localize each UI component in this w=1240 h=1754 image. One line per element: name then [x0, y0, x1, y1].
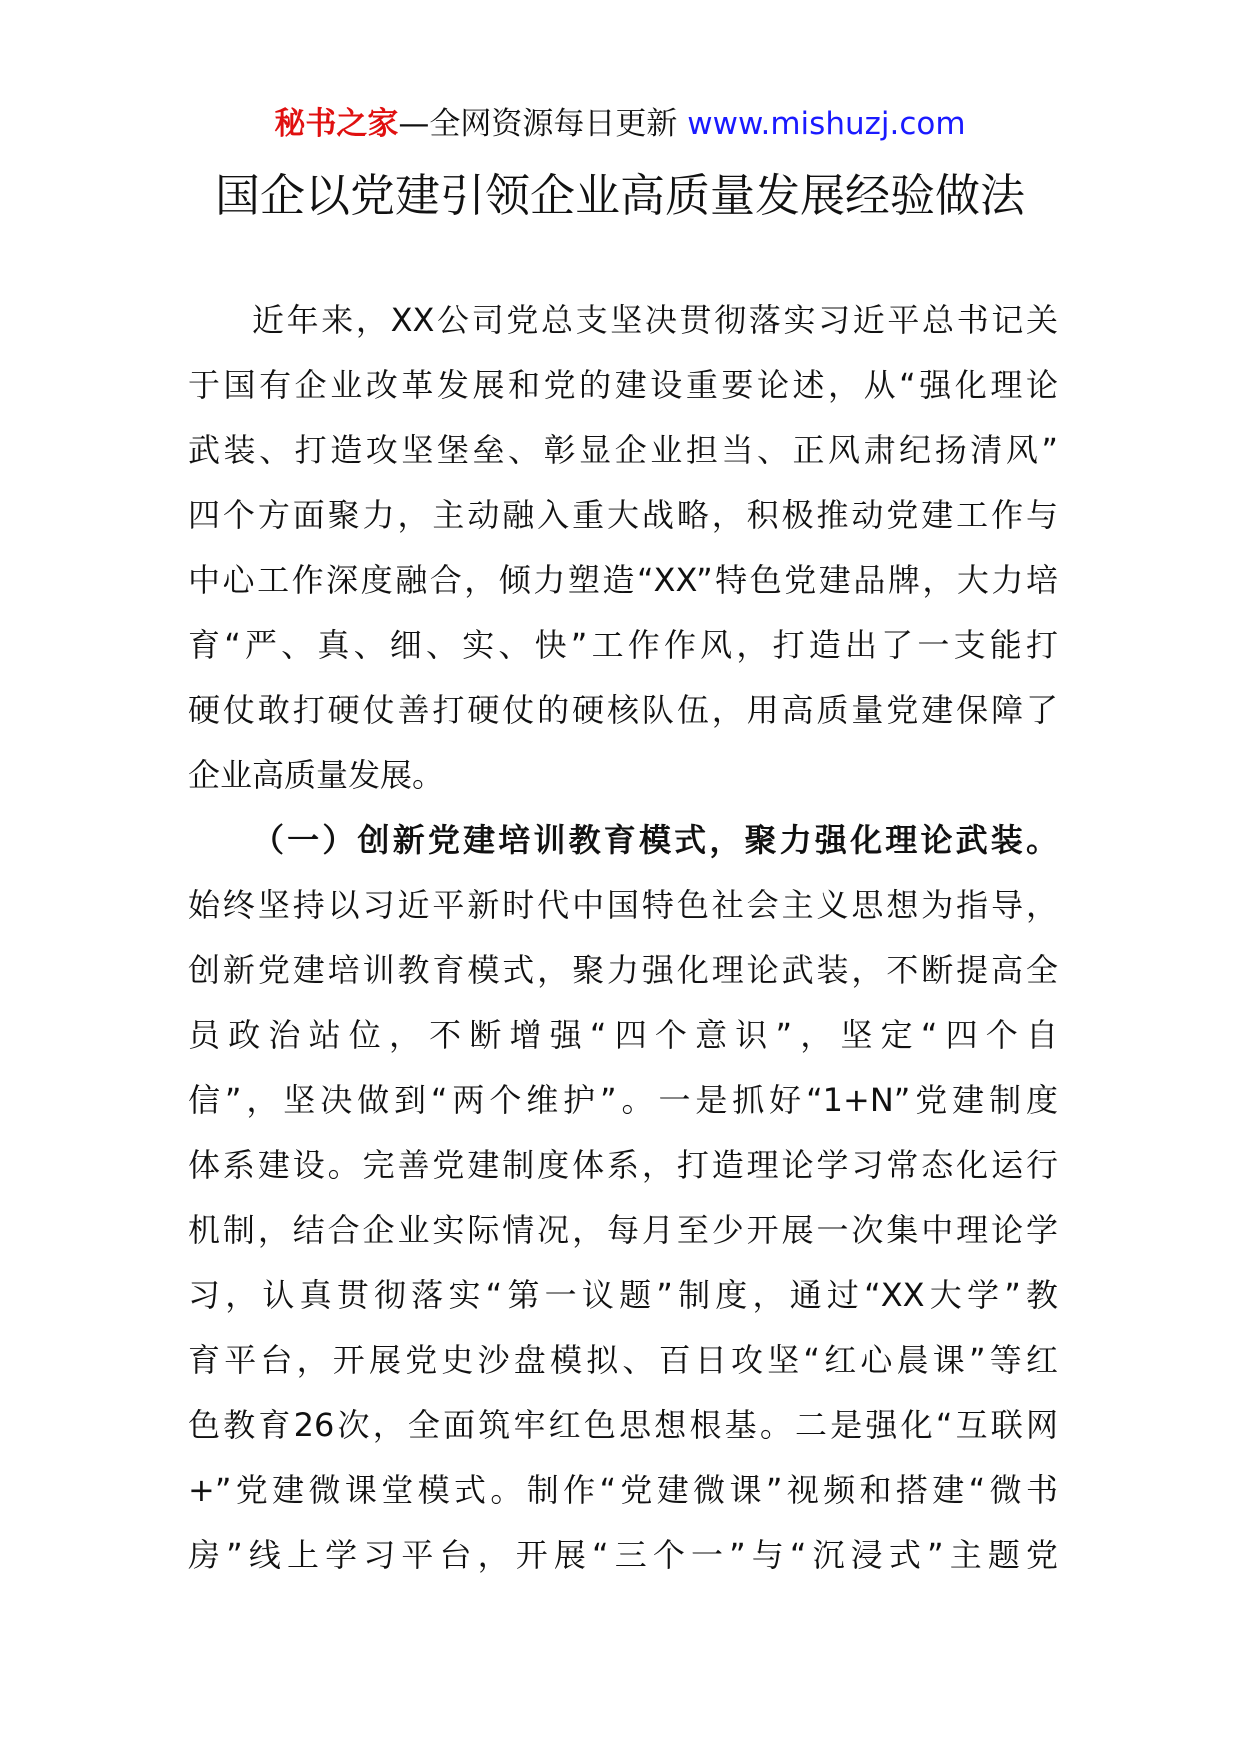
paragraph-line: 硬仗敢打硬仗善打硬仗的硬核队伍，用高质量党建保障了 — [188, 691, 1058, 729]
site-name: 秘书之家 — [274, 106, 399, 142]
paragraph-line: +”党建微课堂模式。制作“党建微课”视频和搭建“微书 — [188, 1471, 1058, 1509]
document-body — [188, 288, 1058, 1588]
paragraph-line: 育“严、真、细、实、快”工作作风，打造出了一支能打 — [188, 626, 1058, 664]
paragraph-line: 始终坚持以习近平新时代中国特色社会主义思想为指导， — [188, 886, 1058, 924]
paragraph-line: 色教育26次，全面筑牢红色思想根基。二是强化“互联网 — [188, 1406, 1058, 1444]
paragraph-line: 员政治站位，不断增强“四个意识”，坚定“四个自 — [188, 1016, 1058, 1054]
paragraph-line: 创新党建培训教育模式，聚力强化理论武装，不断提高全 — [188, 951, 1058, 989]
paragraph-line: 企业高质量发展。 — [188, 756, 445, 794]
paragraph-line: 四个方面聚力，主动融入重大战略，积极推动党建工作与 — [188, 496, 1058, 534]
paragraph-section-one — [188, 808, 1058, 1588]
paragraph-line: 近年来，XX公司党总支坚决贯彻落实习近平总书记关 — [252, 301, 1058, 339]
paragraph-line: 习，认真贯彻落实“第一议题”制度，通过“XX大学”教 — [188, 1276, 1058, 1314]
paragraph-line: 育平台，开展党史沙盘模拟、百日攻坚“红心晨课”等红 — [188, 1341, 1058, 1379]
paragraph-line: 房”线上学习平台，开展“三个一”与“沉浸式”主题党 — [188, 1536, 1058, 1574]
site-header — [0, 100, 1240, 148]
site-slogan: —全网资源每日更新 — [398, 106, 678, 142]
site-url-link[interactable]: www.mishuzj.com — [687, 106, 966, 142]
paragraph-line: 于国有企业改革发展和党的建设重要论述，从“强化理论 — [188, 366, 1058, 404]
paragraph-line: 机制，结合企业实际情况，每月至少开展一次集中理论学 — [188, 1211, 1058, 1249]
paragraph-intro — [188, 288, 1058, 808]
paragraph-line: 体系建设。完善党建制度体系，打造理论学习常态化运行 — [188, 1146, 1058, 1184]
paragraph-line: 武装、打造攻坚堡垒、彰显企业担当、正风肃纪扬清风” — [188, 431, 1058, 469]
paragraph-line: 信”，坚决做到“两个维护”。一是抓好“1+N”党建制度 — [188, 1081, 1058, 1119]
section-heading: （一）创新党建培训教育模式，聚力强化理论武装。 — [252, 821, 1058, 859]
paragraph-line: 中心工作深度融合，倾力塑造“XX”特色党建品牌，大力培 — [188, 561, 1058, 599]
document-title: 国企以党建引领企业高质量发展经验做法 — [214, 169, 1025, 222]
